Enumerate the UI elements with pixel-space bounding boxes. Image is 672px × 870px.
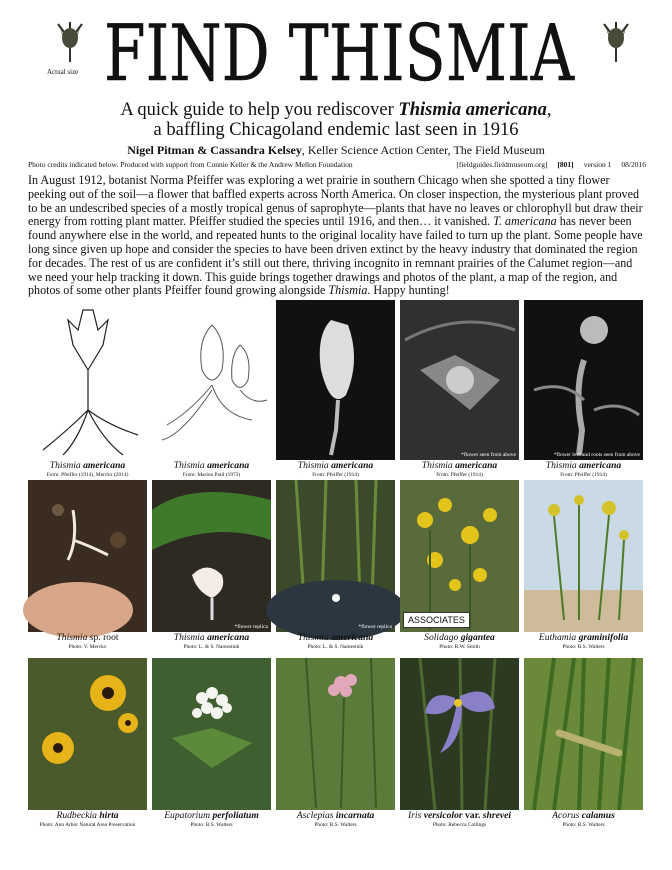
species-caption (518, 811, 649, 821)
genus-name: Thismia (297, 632, 332, 643)
species-name: americana (207, 632, 250, 643)
photo-credit: From: Pfeiffer (1914) (436, 472, 483, 478)
site-link[interactable]: [fieldguides.fieldmuseum.org] (456, 160, 548, 169)
species-name: americana (207, 460, 250, 471)
genus-name: Iris (407, 810, 424, 821)
credits-note: Photo credits indicated below. Produced with support from Connie Keller & the Andrew Mellon Foundation (28, 160, 353, 169)
variety-name: shrevei (482, 810, 512, 821)
genus-name: Thismia (421, 460, 456, 471)
genus-name: Eupatorium (164, 810, 213, 821)
species-name: graminifolia (578, 632, 629, 643)
genus-name: Thismia (297, 460, 332, 471)
subtitle-line1: A quick guide to help you rediscover (120, 100, 399, 120)
genus-name: Rudbeckia (56, 810, 100, 821)
version: version 1 (583, 160, 612, 169)
photo-thismia-1 (28, 300, 147, 460)
photo-credit: Photo: B.S. Walters (190, 822, 233, 828)
species-name: versicolor (423, 810, 463, 821)
photo-thismia-2 (152, 300, 271, 460)
species-caption (22, 811, 153, 821)
photo-credit: Photo: B.S. Walters (314, 822, 357, 828)
photo-thismia-6 (28, 480, 147, 632)
species-name: americana (331, 460, 374, 471)
species-caption (22, 633, 153, 643)
photo-overlay-note: *flower seen from above (461, 452, 516, 458)
author-names: Nigel Pitman & Cassandra Kelsey (127, 143, 302, 157)
genus-name: Thismia (173, 460, 208, 471)
species-caption (270, 461, 401, 471)
photo-thismia-8 (276, 480, 395, 632)
species-caption (146, 461, 277, 471)
photo-credit: Photo: V. Merckx (68, 644, 107, 650)
photo-overlay-note: *flower replica (358, 624, 392, 630)
species-caption (394, 461, 525, 471)
actual-size-label: Actual size (47, 68, 79, 76)
species-name: americana (579, 460, 622, 471)
species-name: gigantea (460, 632, 495, 643)
photo-iris-14 (400, 658, 519, 810)
genus-name: Thismia (545, 460, 580, 471)
genus-name: Euthamia (538, 632, 579, 643)
photo-credit: Photo: R.W. Smith (439, 644, 480, 650)
genus-name: Thismia (56, 632, 90, 643)
guide-number: [801] (557, 160, 574, 169)
intro-text-1: In August 1912, botanist Norma Pfeiffer was exploring a wet prairie in southern Chicago when she spotted a tiny flower peeking out of the soil—a flower that baffled experts across North America. On closer inspection, the mysterious plant proved to be an undescribed species of a mostly tropical genus of saprophyte—plants that have no leaves or chlorophyll but draw their energy from rotting plant matter. Pfeiffer studied the species until 1916, and then… it vanished. (28, 173, 643, 229)
genus-name: Solidago (424, 632, 461, 643)
intro-paragraph (28, 174, 644, 298)
thismia-flower-icon-right (596, 18, 636, 64)
species-name: americana (83, 460, 126, 471)
species-name: incarnata (335, 810, 375, 821)
guide-info (446, 160, 646, 169)
associates-badge: ASSOCIATES (403, 612, 470, 628)
subtitle (0, 100, 672, 140)
genus-name: Acorus (552, 810, 582, 821)
meta-line (28, 160, 646, 172)
species-caption (146, 633, 277, 643)
authors (0, 143, 672, 158)
photo-solidago-9 (400, 480, 519, 632)
species-caption (394, 633, 525, 643)
thismia-flower-icon (50, 18, 90, 64)
photo-overlay-note: *flower bud and roots seen from above (553, 452, 640, 458)
photo-credit: From: Pfeiffer (1914) (560, 472, 607, 478)
intro-species: T. americana (493, 214, 557, 229)
photo-credit: Photo: L. & S. Namestnik (307, 644, 364, 650)
genus-name: Asclepias (296, 810, 336, 821)
species-name: hirta (99, 810, 119, 821)
species-caption (146, 811, 277, 821)
photo-thismia-7 (152, 480, 271, 632)
intro-genus: Thismia (328, 283, 368, 298)
species-caption (518, 461, 649, 471)
photo-credit: Photo: Ann Arbor Natural Area Preservation (39, 822, 136, 828)
photo-eupatorium-12 (152, 658, 271, 810)
photo-credit: Photo: B.S. Walters (562, 644, 605, 650)
species-caption (270, 811, 401, 821)
photo-credit: Photo: B.S. Walters (562, 822, 605, 828)
photo-credit: From: Marion Patil (1973) (182, 472, 241, 478)
species-name: perfoliatum (212, 810, 259, 821)
species-name: americana (455, 460, 498, 471)
species-caption (394, 811, 525, 821)
photo-thismia-3 (276, 300, 395, 460)
species-caption (518, 633, 649, 643)
photo-thismia-4 (400, 300, 519, 460)
species-caption (270, 633, 401, 643)
species-caption (22, 461, 153, 471)
author-affiliation: , Keller Science Action Center, The Field Museum (301, 143, 545, 157)
svg-text:FIND THISMIA: FIND THISMIA (104, 9, 576, 99)
photo-credit: From: Pfeiffer (1914), Merckx (2014) (46, 472, 129, 478)
intro-text-3: . Happy hunting! (367, 283, 450, 298)
photo-credit: Photo: L. & S. Namestnik (183, 644, 240, 650)
header (0, 0, 672, 98)
species-name: calamus (581, 810, 615, 821)
subtitle-line2: a baffling Chicagoland endemic last seen in 1916 (153, 120, 519, 140)
date: 08/2016 (621, 160, 646, 169)
species-name: americana (331, 632, 374, 643)
photo-thismia-5 (524, 300, 643, 460)
photo-rudbeckia-11 (28, 658, 147, 810)
subtitle-comma: , (546, 100, 552, 120)
page-title (100, 9, 578, 99)
photo-asclepias-13 (276, 658, 395, 810)
subtitle-species: Thismia americana (398, 100, 547, 120)
genus-name: Thismia (49, 460, 84, 471)
photo-euthamia-10 (524, 480, 643, 632)
photo-credit: From: Pfeiffer (1914) (312, 472, 359, 478)
photo-overlay-note: *flower replica (234, 624, 268, 630)
photo-credit: Photo: Rebecca Collings (432, 822, 487, 828)
species-name: sp. root (89, 632, 119, 643)
photo-acorus-15 (524, 658, 643, 810)
intro-text-2: has never been found anywhere else in the world, and repeated hunts to the original locality have failed to turn up the plant. Some people have long since given up hope and consider the species to have been driven extinct by the heavy industry that dominated the region for decades. The rest of us are confident it’s still out there, thriving incognito in remnant prairies of the Calumet region—and we need your help tracking it down. This guide brings together drawings and photos of the plant, a map of the region, and photos of some other plants Pfeiffer found growing alongside (28, 214, 643, 298)
variety-connector: var. (462, 810, 483, 821)
genus-name: Thismia (173, 632, 208, 643)
